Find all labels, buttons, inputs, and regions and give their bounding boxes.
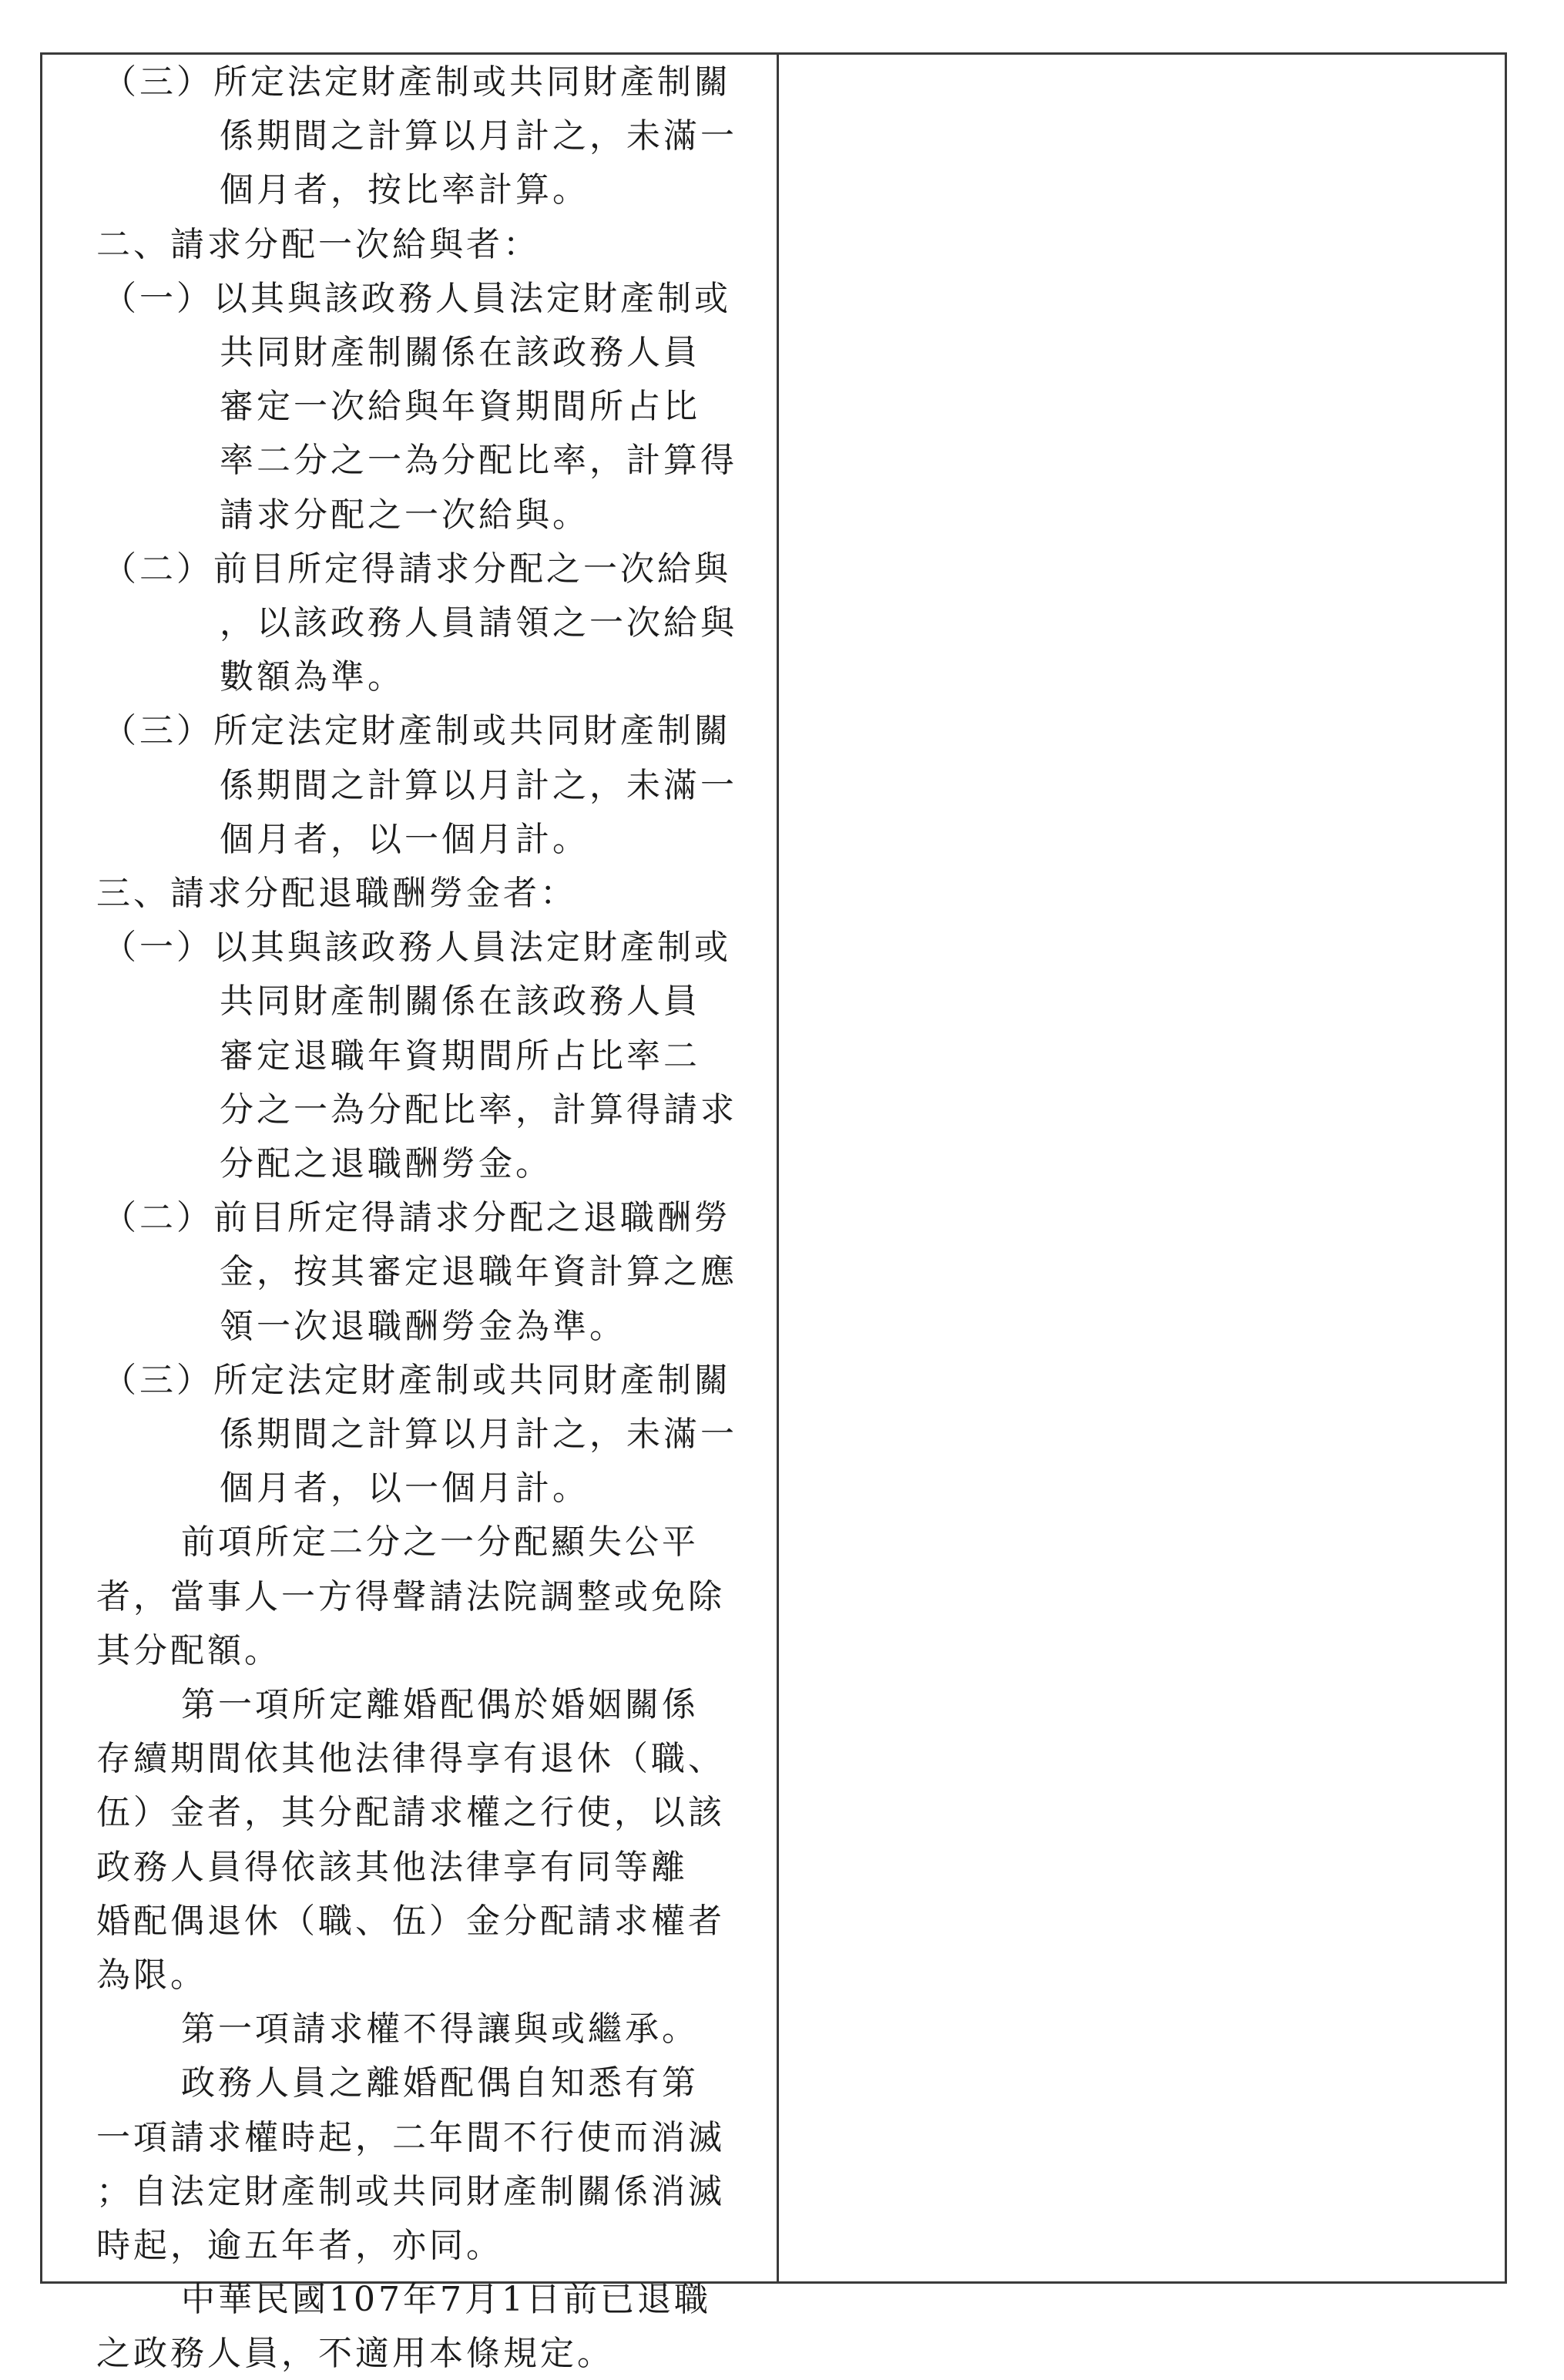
text-line: （一）以其與該政務人員法定財產制或 (102, 278, 731, 318)
text-line: 請求分配之一次給與。 (220, 495, 589, 535)
text-line: 其分配額。 (96, 1630, 281, 1670)
text-line: 政務人員之離婚配偶自知悉有第 (181, 2063, 699, 2103)
text-line: 金，按其審定退職年資計算之應 (220, 1252, 737, 1292)
text-line: 係期間之計算以月計之，未滿一 (220, 116, 737, 156)
right-column (779, 55, 1505, 2281)
text-line: 個月者，以一個月計。 (220, 1469, 589, 1509)
text-line: 之政務人員，不適用本條規定。 (96, 2334, 614, 2374)
text-line: （三）所定法定財產制或共同財產制關 (102, 711, 731, 751)
text-line: 率二分之一為分配比率，計算得 (220, 441, 737, 481)
text-line: 時起，逾五年者，亦同。 (96, 2226, 503, 2265)
text-line: 前項所定二分之一分配顯失公平 (181, 1522, 699, 1563)
text-line: 分配之退職酬勞金。 (220, 1144, 552, 1183)
text-line: 數額為準。 (220, 657, 404, 697)
text-line: 係期間之計算以月計之，未滿一 (220, 1415, 737, 1454)
document-table (40, 52, 1507, 2374)
text-line: 第一項所定離婚配偶於婚姻關係 (181, 1685, 699, 1724)
text-line: 第一項請求權不得讓與或繼承。 (181, 2009, 699, 2049)
left-column (42, 55, 779, 2374)
text-line: 中華民國107年7月1日前已退職 (181, 2280, 711, 2320)
text-line: 為限。 (96, 1955, 207, 1995)
text-line: 審定退職年資期間所占比率二 (220, 1036, 700, 1076)
text-line: 係期間之計算以月計之，未滿一 (220, 765, 737, 805)
text-line: 婚配偶退休（職、伍）金分配請求權者 (96, 1901, 725, 1941)
text-line: 共同財產制關係在該政務人員 (220, 333, 700, 372)
text-line: （三）所定法定財產制或共同財產制關 (102, 62, 731, 102)
text-line: 三、請求分配退職酬勞金者： (96, 874, 577, 913)
text-line: （一）以其與該政務人員法定財產制或 (102, 928, 731, 968)
text-line: 領一次退職酬勞金為準。 (220, 1306, 626, 1346)
text-line: 存續期間依其他法律得享有退休（職、 (96, 1739, 725, 1779)
text-line: （二）前目所定得請求分配之退職酬勞 (102, 1198, 731, 1238)
text-line: 共同財產制關係在該政務人員 (220, 982, 700, 1022)
text-line: 者，當事人一方得聲請法院調整或免除 (96, 1576, 725, 1616)
text-line: ，以該政務人員請領之一次給與 (220, 603, 737, 643)
text-line: 個月者，按比率計算。 (220, 170, 589, 210)
text-line: 個月者，以一個月計。 (220, 819, 589, 859)
text-line: 二、請求分配一次給與者： (96, 224, 540, 264)
text-line: 一項請求權時起，二年間不行使而消滅 (96, 2117, 725, 2157)
text-line: （三）所定法定財產制或共同財產制關 (102, 1360, 731, 1400)
text-line: 伍）金者，其分配請求權之行使，以該 (96, 1793, 725, 1833)
text-line: ；自法定財產制或共同財產制關係消滅 (96, 2171, 725, 2211)
text-line: 審定一次給與年資期間所占比 (220, 387, 700, 427)
text-line: （二）前目所定得請求分配之一次給與 (102, 549, 731, 589)
text-line: 分之一為分配比率，計算得請求 (220, 1089, 737, 1130)
text-line: 政務人員得依該其他法律享有同等離 (96, 1847, 688, 1887)
